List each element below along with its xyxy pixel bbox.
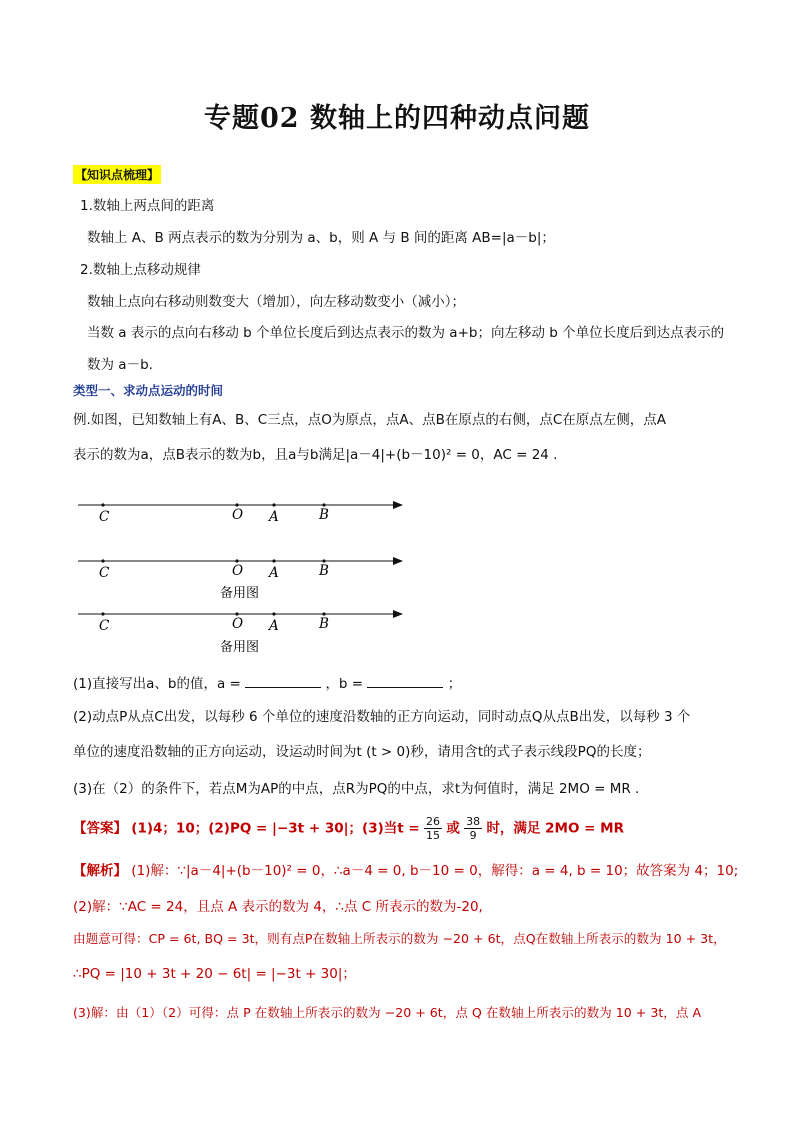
example-line-2: 表示的数为a，点B表示的数为b，且a与b满足|a－4|+(b－10)² = 0，AC = 24 . [73, 447, 558, 463]
number-line-figure [70, 495, 420, 660]
label-a: A [269, 618, 279, 634]
label-c: C [99, 509, 110, 525]
question-2-line-1: (2)动点P从点C出发，以每秒 6 个单位的速度沿数轴的正方向运动，同时动点Q从点B出发，以每秒 3 个 [73, 709, 691, 725]
answer-label: 【答案】 [73, 820, 127, 837]
backup-caption: 备用图 [220, 586, 260, 601]
label-b: B [319, 616, 329, 632]
analysis-line-5: (3)解：由（1）（2）可得：点 P 在数轴上所表示的数为 −20 + 6t，点 Q 在数轴上所表示的数为 10 + 3t，点 A [73, 1005, 702, 1020]
analysis-line-1 [73, 861, 738, 881]
fraction-2: $\frac{38}{9}$ [466, 815, 481, 842]
example-line-1: 例.如图，已知数轴上有A、B、C三点，点O为原点，点A、点B在原点的右侧，点C在原点左侧，点A [73, 412, 666, 428]
answer-tail: 时，满足 2MO = MR [486, 820, 624, 837]
answer-line [73, 815, 624, 842]
label-o: O [232, 507, 244, 523]
analysis-line-3: 由题意可得：CP = 6t, BQ = 3t，则有点P在数轴上所表示的数为 −20 + 6t，点Q在数轴上所表示的数为 10 + 3t， [73, 931, 726, 946]
kp-paragraph-3: 当数 a 表示的点向右移动 b 个单位长度后到达点表示的数为 a+b；向左移动 b 个单位长度后到达点表示的 [87, 325, 725, 341]
kp-paragraph-2: 数轴上点向右移动则数变大（增加），向左移动数变小（减小）； [87, 294, 465, 310]
answer-or: 或 [446, 820, 460, 837]
analysis-line-4: ∴PQ = |10 + 3t + 20 − 6t| = |−3t + 30|； [73, 966, 356, 982]
fraction-1: $\frac{26}{15}$ [426, 815, 441, 842]
analysis-label: 【解析】 [73, 863, 127, 879]
knowledge-tag: 【知识点梳理】 [73, 165, 161, 184]
kp-paragraph-4: 数为 a－b. [87, 357, 153, 373]
type-heading: 类型一、求动点运动的时间 [73, 383, 224, 398]
number-line-3 [78, 612, 402, 655]
label-o: O [232, 563, 244, 579]
question-3: (3)在（2）的条件下，若点M为AP的中点，点R为PQ的中点，求t为何值时，满足 2MO = MR . [73, 781, 640, 797]
analysis-text-1: (1)解：∵|a－4|+(b－10)² = 0，∴a－4 = 0, b－10 = 0，解得：a = 4, b = 10；故答案为 4；10; [131, 863, 739, 879]
answer-blank-a[interactable] [245, 675, 321, 688]
label-o: O [232, 616, 244, 632]
analysis-line-2: (2)解：∵AC = 24，且点 A 表示的数为 4，∴点 C 所表示的数为-20, [73, 899, 483, 915]
backup-caption: 备用图 [220, 640, 260, 655]
number-line-1 [78, 503, 402, 525]
kp-heading-1: 1.数轴上两点间的距离 [80, 198, 215, 214]
page-title: 专题02 数轴上的四种动点问题 [204, 103, 590, 134]
kp-heading-2: 2.数轴上点移动规律 [80, 262, 201, 278]
question-2-line-2: 单位的速度沿数轴的正方向运动，设运动时间为t (t > 0)秒，请用含t的式子表示线段PQ的长度； [73, 744, 651, 760]
label-c: C [99, 565, 110, 581]
answer-text: (1)4；10；(2)PQ = |−3t + 30|；(3)当t = [131, 820, 420, 837]
label-b: B [319, 507, 329, 523]
kp-paragraph-1: 数轴上 A、B 两点表示的数为分别为 a、b，则 A 与 B 间的距离 AB=|a－b|； [87, 230, 555, 246]
number-line-2 [78, 559, 402, 601]
question-1 [73, 674, 461, 694]
q1-text-a: (1)直接写出a、b的值，a = [73, 676, 241, 692]
q1-text-c: ； [447, 676, 462, 692]
q1-text-b: ，b = [325, 676, 364, 692]
label-c: C [99, 618, 110, 634]
label-b: B [319, 563, 329, 579]
answer-blank-b[interactable] [367, 675, 443, 688]
label-a: A [269, 565, 279, 581]
label-a: A [269, 509, 279, 525]
